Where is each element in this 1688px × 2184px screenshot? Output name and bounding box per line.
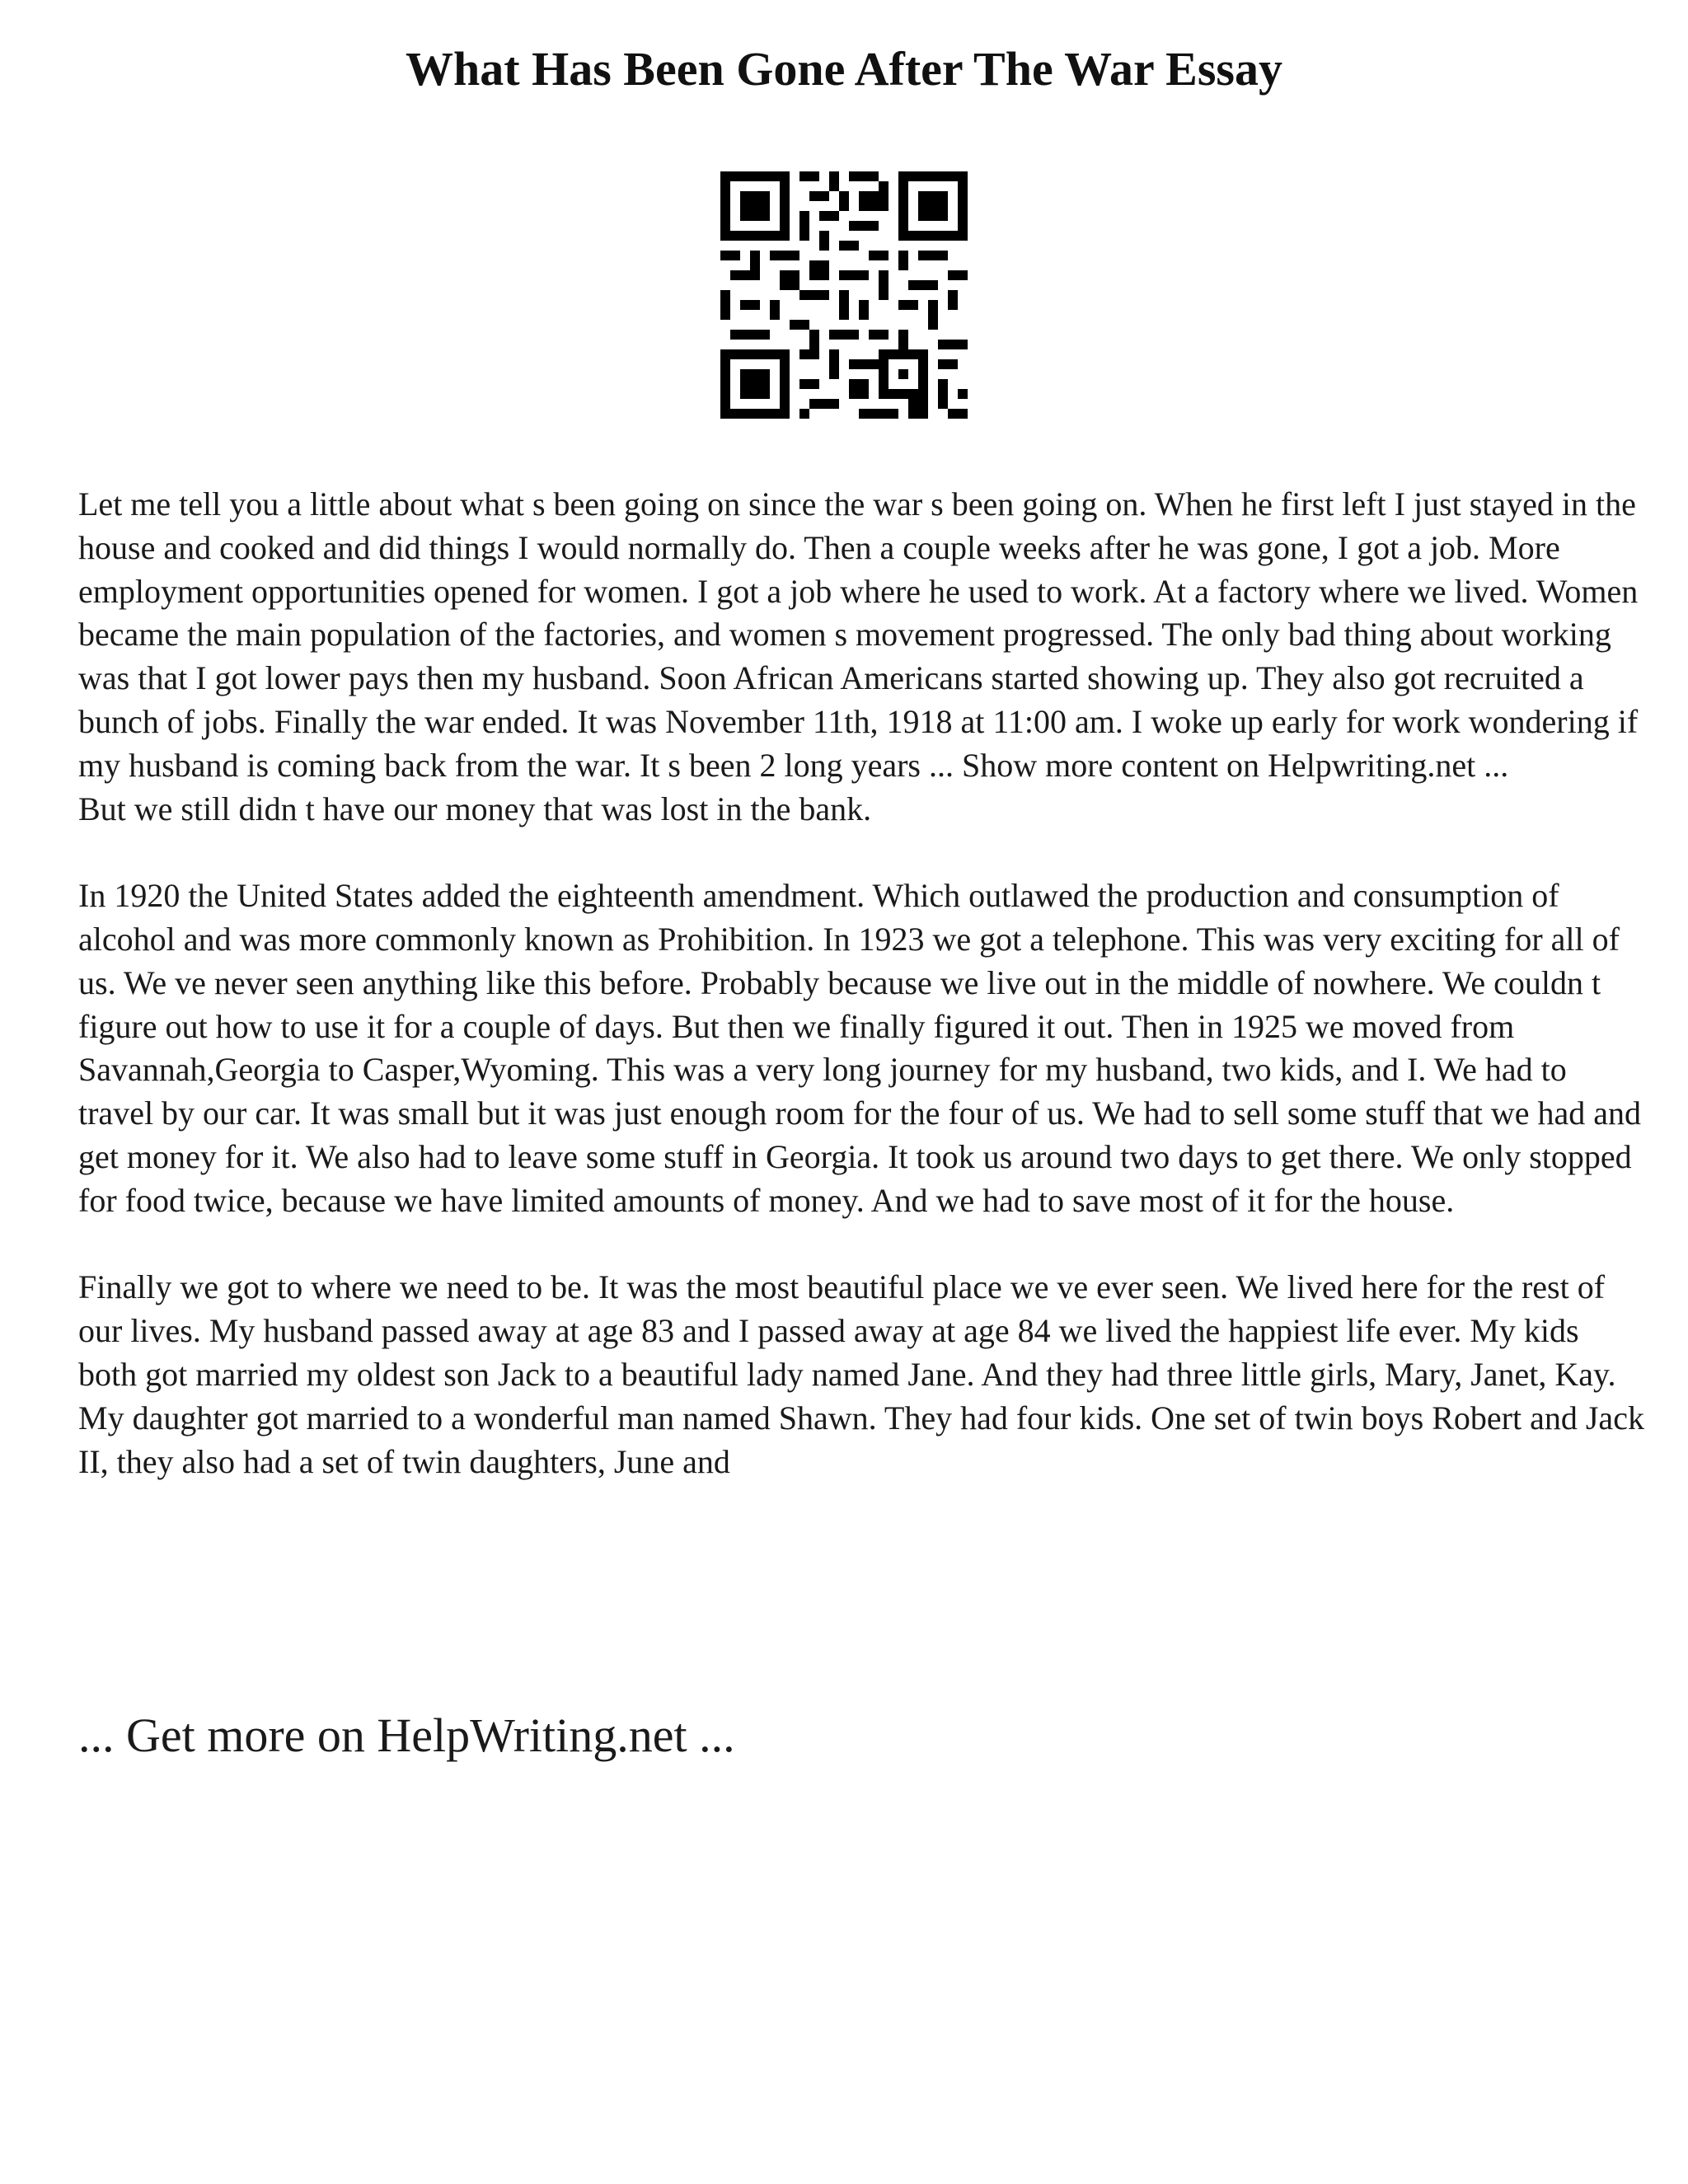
essay-paragraph-1-text: Let me tell you a little about what s been going on since the war s been going on. When he first left I just stayed in the house and cooked and did things I would normally do. Then a couple weeks after he was gone, I got a job. More employment opportunities opened for women. I got a job where he used to work. At a factory where we lived. Women became the main population of the factories, and women s movement progressed. The only bad thing about working was that I got lower pays then my husband. Soon African Americans started showing up. They also got recruited a bunch of jobs. Finally the war ended. It was November 11th, 1918 at 11:00 am. I woke up early for work wondering if my husband is coming back from the war. It s been 2 long years ... Show more content on Helpwriting.net ... (78, 485, 1639, 784)
page-title: What Has Been Gone After The War Essay (406, 42, 1282, 96)
qr-code-icon (720, 171, 968, 419)
essay-paragraph-1 (78, 483, 1644, 831)
essay-paragraph-1-tail: But we still didn t have our money that was lost in the bank. (78, 790, 872, 827)
essay-paragraph-2: In 1920 the United States added the eighteenth amendment. Which outlawed the production and consumption of alcohol and was more commonly known as Prohibition. In 1923 we got a telephone. This was very exciting for all of us. We ve never seen anything like this before. Probably because we live out in the middle of nowhere. We couldn t figure out how to use it for a couple of days. But then we finally figured it out. Then in 1925 we moved from Savannah,Georgia to Casper,Wyoming. This was a very long journey for my husband, two kids, and I. We had to travel by our car. It was small but it was just enough room for the four of us. We had to sell some stuff that we had and get money for it. We also had to leave some stuff in Georgia. It took us around two days to get there. We only stopped for food twice, because we have limited amounts of money. And we had to save most of it for the house. (78, 877, 1642, 1219)
essay-body (78, 483, 1644, 1527)
get-more-link[interactable]: ... Get more on HelpWriting.net ... (78, 1708, 735, 1762)
essay-paragraph-3: Finally we got to where we need to be. It was the most beautiful place we ve ever seen. We lived here for the rest of our lives. My husband passed away at age 83 and I passed away at age 84 we lived the happiest life ever. My kids both got married my oldest son Jack to a beautiful lady named Jane. And they had three little girls, Mary, Janet, Kay. My daughter got married to a wonderful man named Shawn. They had four kids. One set of twin boys Robert and Jack II, they also had a set of twin daughters, June and (78, 1268, 1644, 1480)
